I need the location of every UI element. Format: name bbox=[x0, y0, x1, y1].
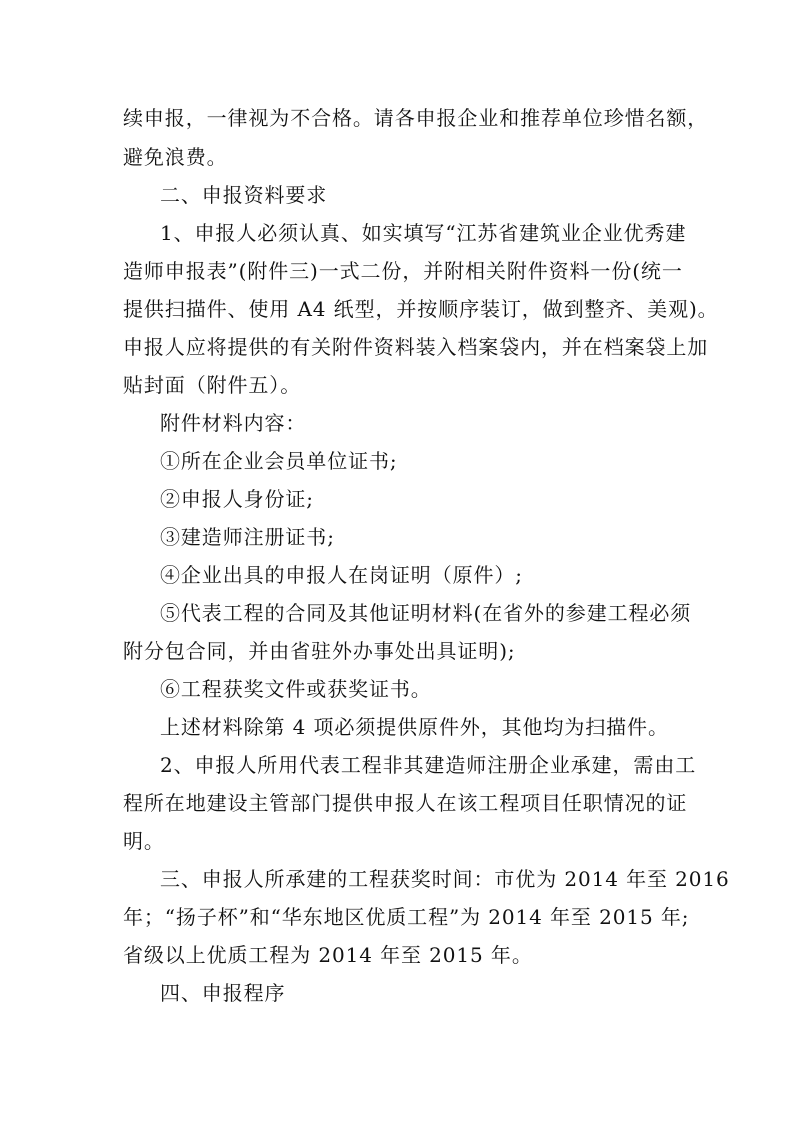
text-line: 提供扫描件、使用 A4 纸型，并按顺序装订，做到整齐、美观)。 bbox=[123, 297, 719, 321]
text-line: 附分包合同，并由省驻外办事处出具证明); bbox=[123, 639, 516, 663]
text-line: 程所在地建设主管部门提供申报人在该工程项目任职情况的证 bbox=[123, 791, 688, 815]
text-line: 造师申报表”(附件三)一式二份，并附相关附件资料一份(统一 bbox=[123, 259, 683, 283]
text-line: 年；“扬子杯”和“华东地区优质工程”为 2014 年至 2015 年; bbox=[123, 905, 690, 929]
text-line: 避免浪费。 bbox=[123, 145, 228, 169]
text-line: 上述材料除第 4 项必须提供原件外，其他均为扫描件。 bbox=[160, 715, 669, 739]
list-item: ⑥工程获奖文件或获奖证书。 bbox=[160, 677, 432, 701]
section-heading: 三、申报人所承建的工程获奖时间：市优为 2014 年至 2016 bbox=[160, 867, 730, 891]
list-item: ①所在企业会员单位证书; bbox=[160, 449, 398, 473]
list-item: ③建造师注册证书; bbox=[160, 525, 335, 549]
text-line: 明。 bbox=[123, 829, 165, 853]
list-item: ②申报人身份证; bbox=[160, 487, 314, 511]
text-line: 附件材料内容： bbox=[160, 411, 307, 435]
text-line: 省级以上优质工程为 2014 年至 2015 年。 bbox=[123, 943, 533, 967]
section-heading: 四、申报程序 bbox=[160, 981, 286, 1005]
text-line: 续申报，一律视为不合格。请各申报企业和推荐单位珍惜名额， bbox=[123, 106, 709, 130]
text-line: 1、申报人必须认真、如实填写“江苏省建筑业企业优秀建 bbox=[160, 221, 687, 245]
section-heading: 二、申报资料要求 bbox=[160, 183, 328, 207]
list-item: ⑤代表工程的合同及其他证明材料(在省外的参建工程必须 bbox=[160, 601, 692, 625]
list-item: ④企业出具的申报人在岗证明（原件）; bbox=[160, 563, 523, 587]
text-line: 2、申报人所用代表工程非其建造师注册企业承建，需由工 bbox=[160, 753, 697, 777]
text-line: 申报人应将提供的有关附件资料装入档案袋内，并在档案袋上加 bbox=[123, 335, 709, 359]
text-line: 贴封面（附件五）。 bbox=[123, 373, 302, 397]
